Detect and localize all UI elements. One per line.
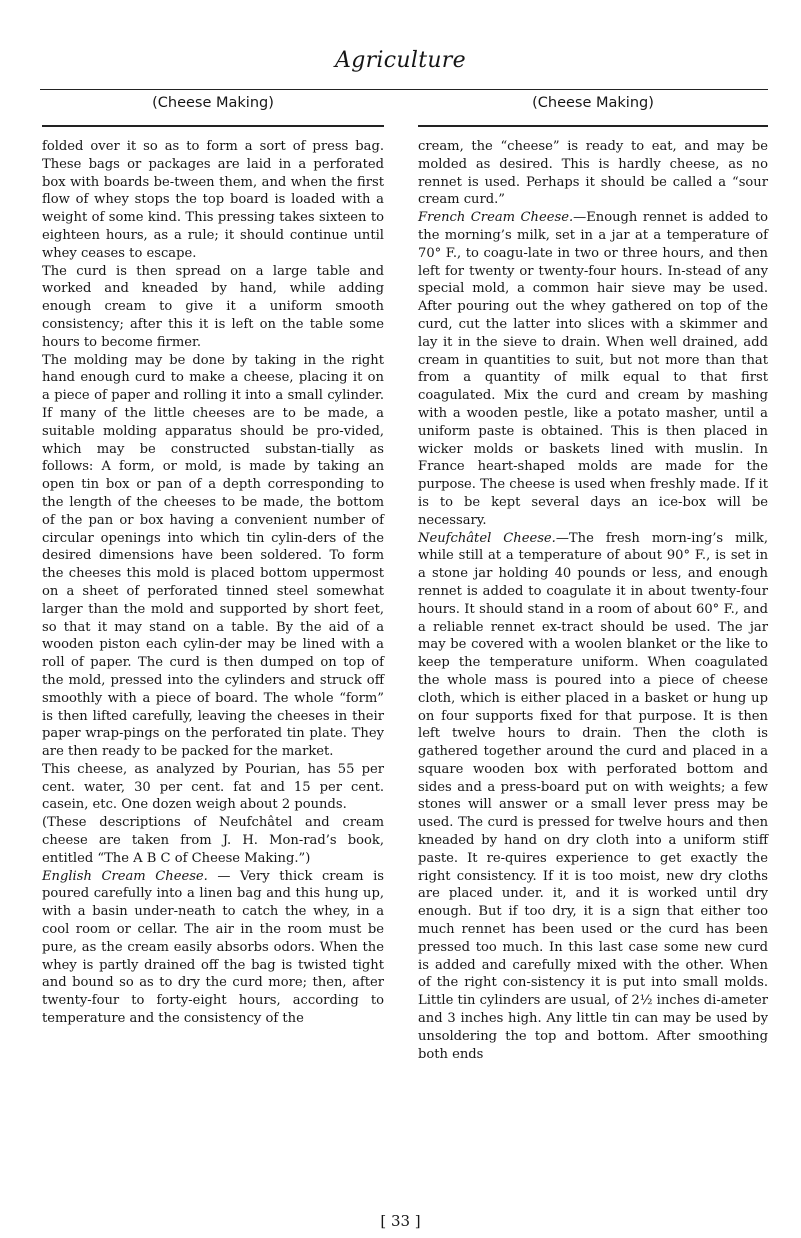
paragraph: (These descriptions of Neufchâtel and cream cheese are taken from J. H. Mon-rad’s book, entitled “The A B C of Cheese Making.”) xyxy=(42,815,384,866)
right-section-heading: (Cheese Making) xyxy=(532,95,654,111)
run-in-heading: English Cream Cheese. xyxy=(42,868,208,884)
paragraph: cream, the “cheese” is ready to eat, and may be molded as desired. This is hardly cheese, as no rennet is used. Perhaps it should be called a “sour cream curd.” xyxy=(418,139,768,208)
page-number: [ 33 ] xyxy=(380,1212,421,1230)
paragraph-text: — Very thick cream is poured carefully into a linen bag and this hung up, with a basin under-neath to catch the whey, in a cool room or cellar. The air in the room must be pure, as the cream easily absorbs odors. When the whey is partly drained off the bag is twisted tight and bound so as to dry the curd more; then, after twenty-four to forty-eight hours, according to temperature and the consistency of the xyxy=(42,868,384,1027)
paragraph: folded over it so as to form a sort of press bag. These bags or packages are laid in a perforated box with boards be-tween them, and when the first flow of whey stops the top board is loaded with a weight of some kind. This pressing takes sixteen to eighteen hours, as a rule; it should continue until whey ceases to escape. xyxy=(42,139,384,261)
left-section-heading: (Cheese Making) xyxy=(152,95,274,111)
left-column xyxy=(42,138,384,1028)
run-in-heading: French Cream Cheese. xyxy=(418,210,574,226)
right-column xyxy=(418,138,768,1063)
right-heading-rule xyxy=(418,125,768,127)
paragraph xyxy=(418,209,768,529)
paragraph: This cheese, as analyzed by Pourian, has 55 per cent. water, 30 per cent. fat and 15 per cent. casein, etc. One dozen weigh about 2 pounds. xyxy=(42,761,384,813)
paragraph-text: —Enough rennet is added to the morning’s milk, set in a jar at a temperature of 70° F., to coagu-late in two or three hours, and then left for twenty or twenty-four hours. In-stead of any special mold, a common hair sieve may be used. After pouring out the whey gathered on top of the curd, cut the latter into slices with a skimmer and lay it in the sieve to drain. When well drained, add cream in quantities to suit, but not more than that from a quantity of milk equal to that first coagulated. Mix the curd and cream by mashing with a wooden pestle, like a potato masher, until a uniform paste is obtained. This is then placed in wicker molds or baskets lined with muslin. In France heart-shaped molds are made for the purpose. The cheese is used when freshly made. If it is to be kept several days an ice-box will be necessary. xyxy=(418,210,768,528)
run-in-heading: Neufchâtel Cheese. xyxy=(418,530,556,546)
paragraph-text: —The fresh morn-ing’s milk, while still at a temperature of about 90° F., is set in a stone jar holding 40 pounds or less, and enough rennet is added to coagulate it in about twenty-four hours. It should stand in a room of about 60° F., and a reliable rennet ex-tract should be used. The jar may be covered with a woolen blanket or the like to keep the temperature uniform. When coagulated the whole mass is poured into a piece of cheese cloth, which is either placed in a basket or hung up on four supports fixed for that purpose. It is then left twelve hours to drain. Then the cloth is gathered together around the curd and placed in a square wooden box with perforated bottom and sides and a press-board put on with weights; a few stones will answer or a small lever press may be used. The curd is pressed for twelve hours and then kneaded by hand on dry cloth into a uniform stiff paste. It re-quires experience to get exactly the right consistency. If it is too moist, new dry cloths are placed under. it, and it is worked until dry enough. But if too dry, it is a sign that either too much rennet has been used or the curd has been pressed too much. In this last case some new curd is added and carefully mixed with the other. When of the right con-sistency it is put into small molds. Little tin cylinders are usual, of 2½ inches di-ameter and 3 inches high. Any little tin can may be used by unsoldering the top and bottom. After smoothing both ends xyxy=(418,530,768,1062)
left-heading-rule xyxy=(42,125,384,127)
paragraph: The curd is then spread on a large table and worked and kneaded by hand, while adding enough cream to give it a uniform smooth consistency; after this it is left on the table some hours to become firmer. xyxy=(42,263,384,350)
header-rule xyxy=(40,89,768,90)
paragraph: The molding may be done by taking in the right hand enough curd to make a cheese, placing it on a piece of paper and rolling it into a small cylinder. If many of the little cheeses are to be made, a suitable molding apparatus should be pro-vided, which may be constructed substan-tially as follows: A form, or mold, is made by taking an open tin box or pan of a depth corresponding to the length of the cheeses to be made, the bottom of the pan or box having a convenient number of circular openings into which tin cylin-ders of the desired dimensions have been soldered. To form the cheeses this mold is placed bottom uppermost on a sheet of perforated tinned steel somewhat larger than the mold and supported by short feet, so that it may stand on a table. By the aid of a wooden piston each cylin-der may be lined with a roll of paper. The curd is then dumped on top of the mold, pressed into the cylinders and struck off smoothly with a piece of board. The whole “form” is then lifted carefully, leaving the cheeses in their paper wrap-pings on the perforated tin plate. They are then ready to be packed for the market. xyxy=(42,352,384,760)
paragraph xyxy=(418,530,768,1064)
paragraph xyxy=(42,868,384,1028)
running-title: Agriculture xyxy=(335,48,466,73)
